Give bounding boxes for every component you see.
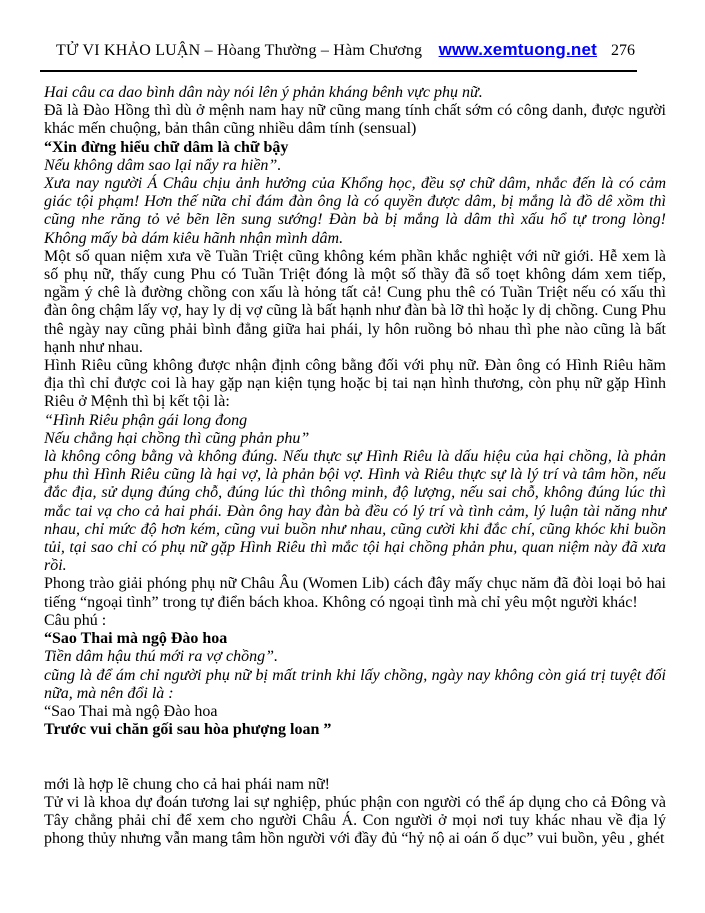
paragraph: mới là hợp lẽ chung cho cả hai phái nam nữ! [44,775,330,793]
paragraph: Câu phú : [44,611,107,629]
paragraph: Nếu chẳng hại chồng thì cũng phản phu” [44,429,310,447]
paragraph: “Hình Riêu phận gái long đong [44,411,248,429]
header-title: TỬ VI KHẢO LUẬN – Hòang Thường – Hàm Chương [56,42,423,59]
paragraph: Đã là Đào Hồng thì dù ở mệnh nam hay nữ cũng mang tính chất sớm có công danh, được người khác mến chuộng, bản thân cũng nhiều dâm tính (sensual) [44,102,666,138]
paragraph: Phong trào giải phóng phụ nữ Châu Âu (Women Lib) cách đây mấy chục năm đã đòi loại bỏ hai tiếng “ngoại tình” trong tự điển bách khoa. Không có ngoại tình mà chỉ yêu một người khác! [44,575,666,611]
paragraph: Một số quan niệm xưa về Tuần Triệt cũng không kém phần khắc nghiệt với nữ giới. Hễ xem là số phụ nữ, thấy cung Phu có Tuần Triệt đóng là một số thầy đã sổ toẹt không dám xem tiếp, ngầm ý chê là đường chồng con xấu là hỏng tất cả! Cung phu thê có Tuần Triệt nếu có xấu thì đàn ông chậm lấy vợ, hay ly dị vợ cũng là bất hạnh như đàn bà lỡ thì hoặc ly dị chồng. Cung Phu thê ngày nay cũng phải bình đẳng giữa hai phái, ly hôn ruồng bỏ nhau thì phe nào cũng là bất hạnh như nhau. [44,247,666,356]
blank-gap [44,739,666,775]
website-link[interactable]: www.xemtuong.net [438,40,597,59]
paragraph: “Sao Thai mà ngộ Đào hoa [44,630,228,648]
paragraph: “Sao Thai mà ngộ Đào hoa [44,702,218,720]
paragraph: “Xin đừng hiểu chữ dâm là chữ bậy [44,138,289,156]
paragraph: Xưa nay người Á Châu chịu ảnh hưởng của Khổng học, đều sợ chữ dâm, nhắc đến là có cảm giác tội phạm! Hơn thế nữa chỉ đám đàn ông là có quyền được dâm, bị mắng là đồ dê xồm thì cũng nhe răng tỏ vẻ bẽn lẽn sung sướng! Đàn bà bị mắng là dâm thì xấu hổ tự trong lòng! Không mấy bà dám kiêu hãnh nhận mình dâm. [44,175,666,247]
header-right [439,40,637,61]
paragraph: là không công bằng và không đúng. Nếu thực sự Hình Riêu là dấu hiệu của hại chồng, là phản phu thì Hình Riêu cũng là hại vợ, là phản bội vợ. Hình và Riêu thực sự là lý trí và tâm hồn, nếu đắc địa, sử dụng đúng chỗ, đúng lúc thì thông minh, độ lượng, nếu sai chỗ, không đúng lúc thì mắc tai vạ cho cả hai phái. Đàn ông hay đàn bà đều có lý trí và tình cảm, lý luận tài năng như nhau, chỉ mức độ hơn kém, cũng vui buồn như nhau, cũng cười khi đắc chí, cũng khóc khi buồn tủi, tại sao chỉ có phụ nữ gặp Hình Riêu thì mắc tội hại chồng phản phu, quan niệm này đã xưa rồi. [44,448,666,575]
paragraph: Tử vi là khoa dự đoán tương lai sự nghiệp, phúc phận con người có thể áp dụng cho cả Đông và Tây chẳng phải chỉ để xem cho người Châu Á. Con người ở mọi nơi tuy khác nhau về địa lý phong thủy nhưng vẫn mang tâm hồn người với đầy đủ “hỷ nộ ai oán ố dục” vui buồn, yêu , ghét [44,793,666,848]
paragraph: cũng là để ám chỉ người phụ nữ bị mất trinh khi lấy chồng, ngày nay không còn giá trị tuyệt đối nữa, mà nên đổi là : [44,666,666,702]
document-body [44,84,666,849]
paragraph: Nếu không dâm sao lại nẩy ra hiền”. [44,156,282,174]
paragraph: Hai câu ca dao bình dân này nói lên ý phản kháng bênh vực phụ nữ. [44,84,483,101]
paragraph: Hình Riêu cũng không được nhận định công bằng đối với phụ nữ. Đàn ông có Hình Riêu hãm địa thì chỉ được coi là hay gặp nạn kiện tụng hoặc bị tai nạn hình thương, còn phụ nữ gặp Hình Riêu ở Mệnh thì bị kết tội là: [44,357,666,411]
page-number: 276 [611,42,635,59]
page-header [40,0,637,61]
paragraph: Tiền dâm hậu thú mới ra vợ chồng”. [44,648,278,666]
header-divider [40,70,637,72]
paragraph: Trước vui chăn gối sau hòa phượng loan ” [44,721,332,739]
